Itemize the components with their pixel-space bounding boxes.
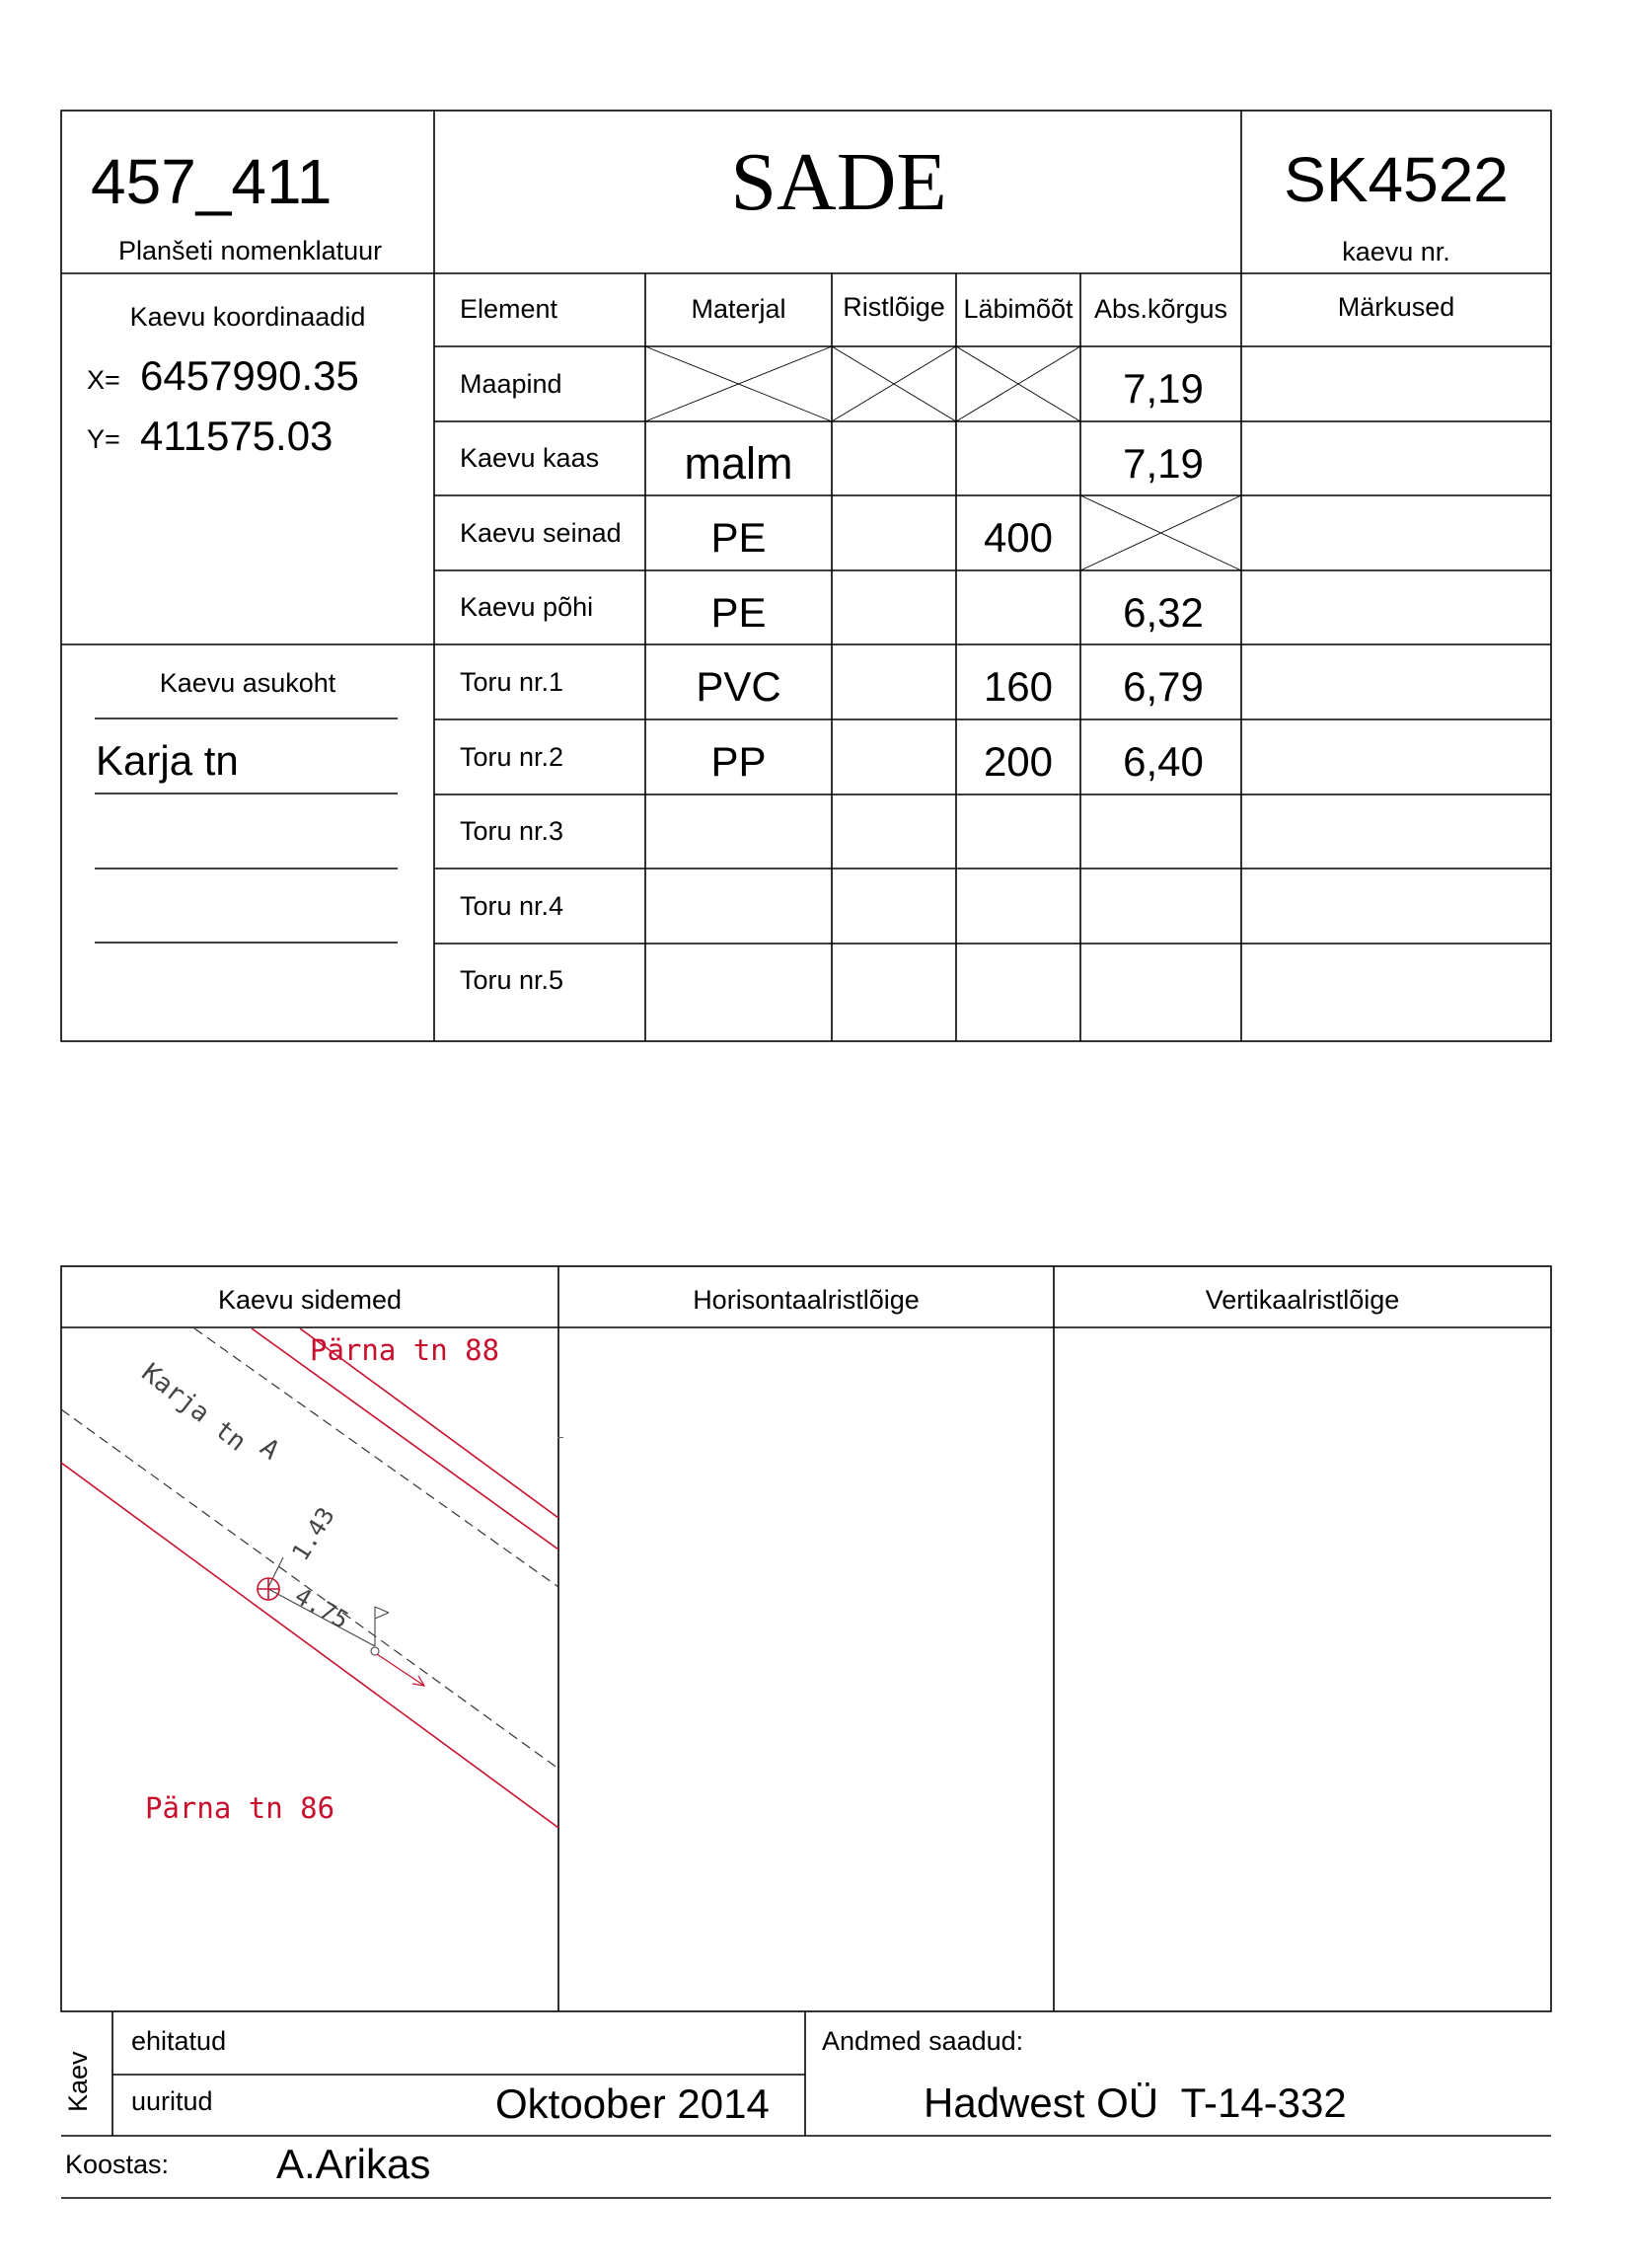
table-row-element: Kaevu seinad	[460, 518, 622, 548]
col-header-diameter: Läbimõõt	[963, 294, 1074, 324]
table-row-material: PE	[710, 589, 767, 636]
col-header-element: Element	[460, 294, 558, 324]
compiled-by: A.Arikas	[276, 2141, 431, 2187]
table-row-element: Maapind	[460, 369, 562, 399]
col-header-cross-section: Ristlõige	[843, 292, 945, 322]
sheet-label: Planšeti nomenklatuur	[118, 236, 383, 265]
sheet-number: 457_411	[91, 146, 333, 217]
location-line-1: Karja tn	[96, 737, 239, 784]
x-value: 6457990.35	[140, 352, 359, 399]
table-row-element: Toru nr.1	[460, 667, 564, 697]
built-label: ehitatud	[131, 2026, 227, 2056]
table-row-element: Kaevu kaas	[460, 443, 600, 473]
table-row-element: Toru nr.4	[460, 891, 564, 921]
distance-label-1: 1.43	[286, 1502, 340, 1566]
well-label: Kaev	[63, 2051, 93, 2112]
table-row-diameter: 400	[983, 514, 1054, 561]
table-row-element: Kaevu põhi	[460, 592, 594, 622]
coordinates-label: Kaevu koordinaadid	[129, 302, 366, 332]
col-header-notes: Märkused	[1337, 292, 1455, 322]
survey-date: Oktoober 2014	[495, 2080, 770, 2127]
parcel-label-bottom: Pärna tn 86	[145, 1791, 335, 1825]
table-row-elevation: 6,40	[1123, 738, 1204, 785]
y-label: Y=	[87, 424, 120, 454]
data-source-label: Andmed saadud:	[822, 2026, 1024, 2056]
surveyed-label: uuritud	[131, 2086, 213, 2116]
table-row-element: Toru nr.3	[460, 816, 564, 846]
parcel-boundary-lines	[61, 1328, 558, 1828]
table-row-material: PVC	[696, 663, 781, 710]
table-row-elevation: 7,19	[1123, 440, 1204, 487]
street-label: Karja tn	[135, 1357, 252, 1458]
table-row-material: PP	[710, 738, 767, 785]
y-value: 411575.03	[140, 413, 333, 459]
data-source: Hadwest OÜ T-14-332	[924, 2079, 1347, 2126]
table-row-elevation: 6,32	[1123, 589, 1204, 636]
table-row-elevation: 6,79	[1123, 663, 1204, 710]
well-id: SK4522	[1284, 144, 1509, 215]
flow-arrow	[377, 1654, 424, 1686]
col-header-elevation: Abs.kõrgus	[1093, 294, 1228, 324]
table-row-elevation: 7,19	[1123, 365, 1204, 412]
x-label: X=	[87, 365, 120, 395]
distance-label-2: 4.75	[290, 1581, 354, 1635]
table-row-material: malm	[684, 438, 793, 489]
table-row-element: Toru nr.5	[460, 965, 564, 995]
table-row-diameter: 160	[983, 663, 1054, 710]
panel-title-horizontal-section: Horisontaalristlõige	[693, 1285, 920, 1315]
page-title: SADE	[730, 136, 947, 228]
table-row-material: PE	[710, 514, 767, 561]
table-row-diameter: 200	[983, 738, 1054, 785]
point-label: A	[254, 1432, 285, 1467]
panel-title-connections: Kaevu sidemed	[217, 1285, 403, 1315]
panel-title-vertical-section: Vertikaalristlõige	[1205, 1285, 1400, 1315]
edge-tick	[557, 1437, 563, 1438]
location-label: Kaevu asukoht	[159, 668, 336, 698]
well-marker-icon	[258, 1578, 279, 1600]
col-header-material: Materjal	[691, 294, 786, 324]
table-row-element: Toru nr.2	[460, 742, 564, 772]
well-id-label: kaevu nr.	[1342, 237, 1450, 266]
site-sketch	[61, 1328, 558, 2010]
compiled-label: Koostas:	[65, 2150, 170, 2179]
parcel-label-top: Pärna tn 88	[310, 1333, 500, 1367]
